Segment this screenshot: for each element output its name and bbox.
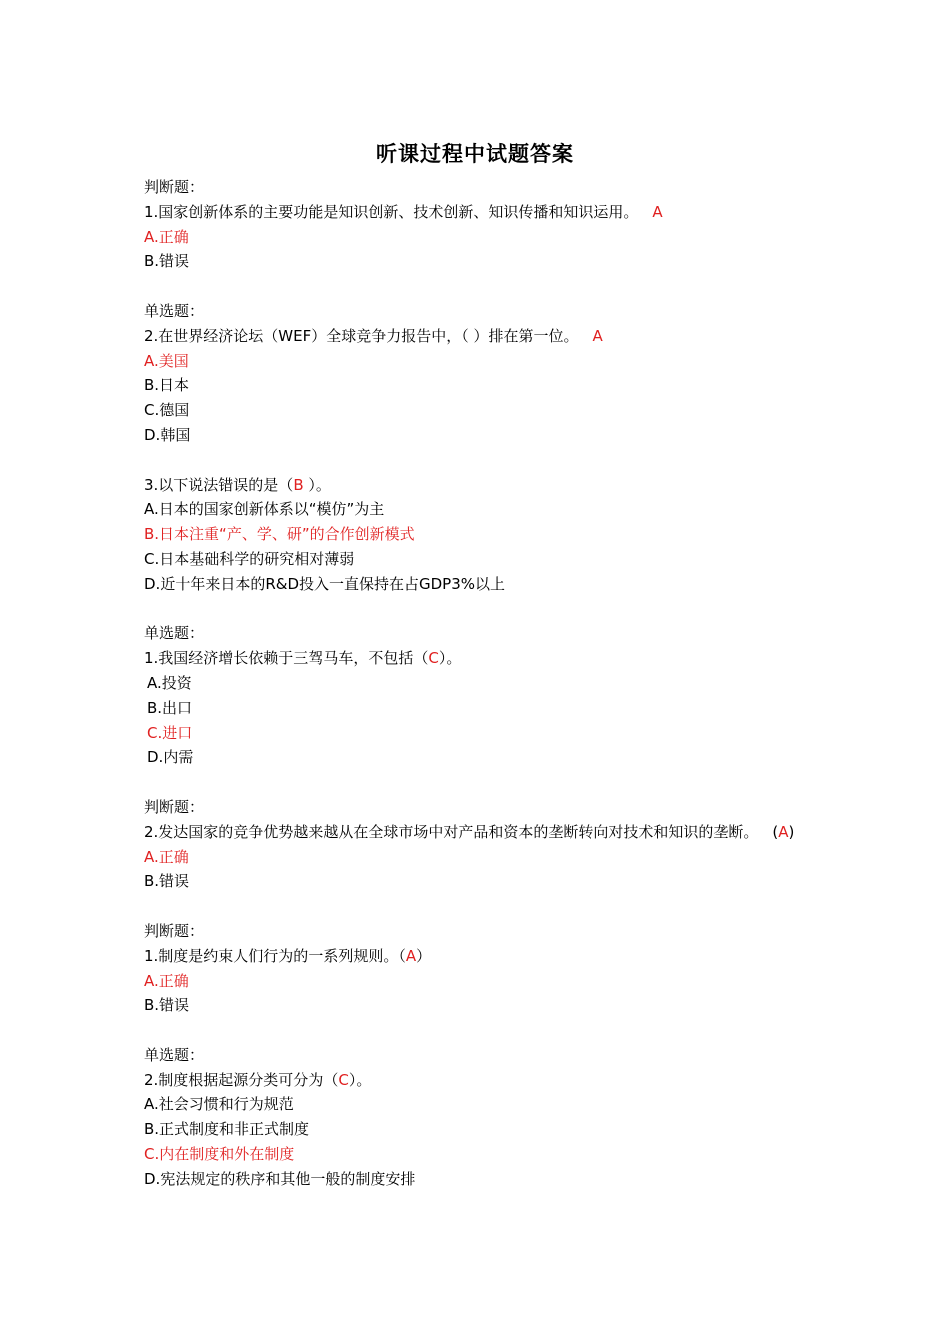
option: C.德国: [144, 401, 190, 420]
option: C.日本基础科学的研究相对薄弱: [144, 549, 355, 568]
question-type-label: 单选题：: [144, 624, 205, 643]
question-line: [144, 200, 824, 225]
option: B.错误: [144, 252, 190, 271]
question-line: [144, 1068, 824, 1093]
question-line: [144, 944, 824, 969]
option: A.日本的国家创新体系以“模仿”为主: [144, 500, 385, 519]
answer-paren-open: (: [772, 822, 779, 841]
option: B.正式制度和非正式制度: [144, 1120, 310, 1139]
option-correct: A.正确: [144, 227, 189, 246]
answer-mark: C: [338, 1070, 349, 1089]
answer-mark: A: [778, 822, 789, 841]
option: D.近十年来日本的R&D投入一直保持在占GDP3%以上: [144, 574, 506, 593]
option-correct: B.日本注重“产、学、研”的合作创新模式: [144, 525, 415, 544]
option: B.错误: [144, 996, 190, 1015]
answer-mark: A: [652, 202, 663, 221]
question-text-post: ）。: [438, 649, 462, 668]
question-type-label: 单选题：: [144, 301, 205, 320]
option: D.韩国: [144, 425, 191, 444]
answer-mark: A: [405, 946, 417, 965]
question-text-pre: 2.制度根据起源分类可分为（: [144, 1070, 339, 1089]
question-text-pre: 3.以下说法错误的是（: [144, 475, 294, 494]
question-type-label: 判断题：: [144, 178, 205, 196]
question-type-label: 判断题：: [144, 921, 205, 940]
option-correct: A.正确: [144, 971, 189, 990]
question-line: [144, 646, 824, 671]
option: A.投资: [147, 673, 192, 692]
option: D.宪法规定的秩序和其他一般的制度安排: [144, 1169, 416, 1188]
option-correct: A.美国: [144, 351, 189, 370]
question-text: 2.发达国家的竞争优势越来越从在全球市场中对产品和资本的垄断转向对技术和知识的垄断。: [144, 822, 759, 841]
option: B.错误: [144, 872, 190, 891]
page-title: 听课过程中试题答案: [376, 142, 574, 166]
question-type-label: 判断题：: [144, 797, 205, 816]
question-text-pre: 1.制度是约束人们行为的一系列规则。（: [144, 946, 406, 965]
question-type-label: 单选题：: [144, 1045, 205, 1064]
question-text-pre: 1.我国经济增长依赖于三驾马车，不包括（: [144, 649, 429, 668]
question-text-post: ）。: [303, 475, 331, 494]
option-correct: C.进口: [147, 723, 193, 742]
answer-mark: B: [293, 475, 304, 494]
option: D.内需: [147, 748, 194, 767]
option-correct: A.正确: [144, 847, 189, 866]
question-line: [144, 324, 824, 349]
question-line: [144, 473, 824, 498]
document-body: [144, 175, 824, 1192]
answer-paren-close: ): [788, 822, 795, 841]
question-text-post: ）。: [348, 1070, 372, 1089]
question-text: 1.国家创新体系的主要功能是知识创新、技术创新、知识传播和知识运用。: [144, 202, 639, 221]
option: B.出口: [147, 698, 193, 717]
question-line: [144, 820, 824, 845]
option-correct: C.内在制度和外在制度: [144, 1145, 295, 1164]
question-text: 2.在世界经济论坛（WEF）全球竞争力报告中，（ ）排在第一位。: [144, 326, 579, 345]
option: A.社会习惯和行为规范: [144, 1095, 294, 1114]
answer-mark: A: [592, 326, 603, 345]
option: B.日本: [144, 376, 190, 395]
question-text-post: ）: [416, 946, 432, 965]
answer-mark: C: [428, 649, 439, 668]
